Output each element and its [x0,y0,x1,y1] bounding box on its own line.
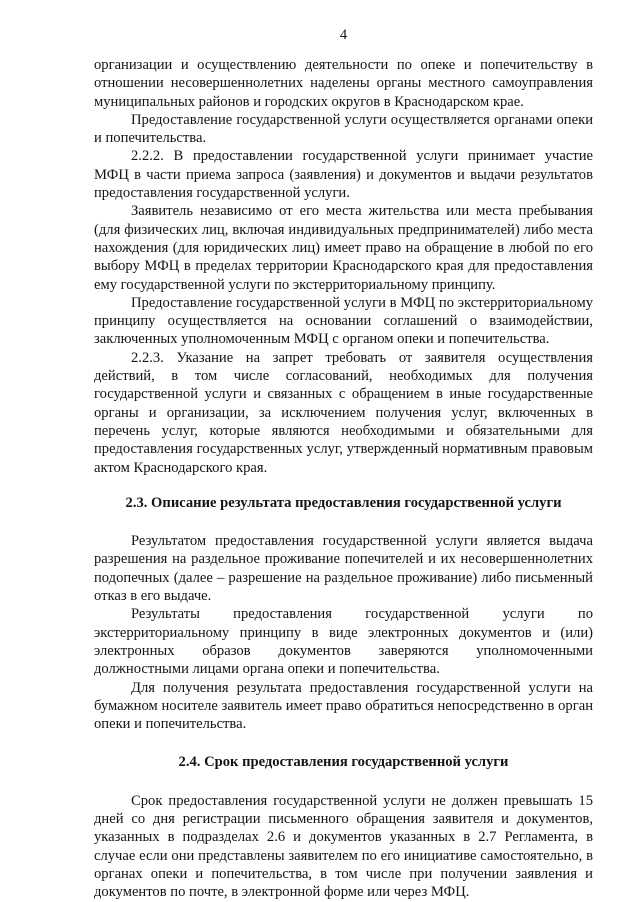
paragraph: Предоставление государственной услуги осуществляется органами опеки и попечительства. [94,111,593,147]
paragraph: Предоставление государственной услуги в МФЦ по экстерриториальному принципу осуществляется на основании соглашений о взаимодействии, заключенных уполномоченным МФЦ с органом опеки и попечительства. [94,294,593,348]
paragraph: Срок предоставления государственной услуги не должен превышать 15 дней со дня регистрации письменного обращения заявителя и документов, указанных в подразделах 2.6 и документов указанных в 2.7 Регламента, в случае если они представлены заявителем по его инициативе самостоятельно, в органах опеки и попечительства, в том числе при получении заявления и документов по почте, в электронной форме или через МФЦ. [94,792,593,901]
section-heading: 2.4. Срок предоставления государственной услуги [178,754,509,771]
page-number: 4 [339,27,348,43]
section-heading: 2.3. Описание результата предоставления государственной услуги [125,494,562,511]
paragraph: Результатом предоставления государственной услуги является выдача разрешения на раздельное проживание попечителей и их несовершеннолетних подопечных (далее – разрешение на раздельное проживание) либо письменный отказ в его выдаче. [94,533,593,605]
paragraph: Результаты предоставления государственной услуги по экстерриториальному принципу в виде электронных документов и (или) электронных образов документов заверяются уполномоченными должностными лицами органа опеки и попечительства. [94,606,593,678]
paragraph-2-2-2: 2.2.2. В предоставлении государственной услуги принимает участие МФЦ в части приема запроса (заявления) и документов и выдачи результатов предоставления государственной услуги. [94,148,593,202]
section-2-4 [94,753,593,901]
paragraph: Для получения результата предоставления государственной услуги на бумажном носителе заявитель имеет право обратиться непосредственно в орган опеки и попечительства. [94,679,593,733]
section-2-3 [94,494,593,734]
paragraph-continuation: организации и осуществлению деятельности по опеке и попечительству в отношении несовершеннолетних наделены органы местного самоуправления муниципальных районов и городских округов в Краснодарском крае. [94,57,593,110]
paragraph-2-2-3: 2.2.3. Указание на запрет требовать от заявителя осуществления действий, в том числе согласований, необходимых для получения государственной услуги и связанных с обращением в иные государственные органы и организации, за исключением получения услуг, включенных в перечень услуг, которые являются необходимыми и обязательными для предоставления государственных услуг, утвержденный нормативным правовым актом Краснодарского края. [94,349,593,476]
paragraph: Заявитель независимо от его места жительства или места пребывания (для физических лиц, включая индивидуальных предпринимателей) либо места нахождения (для юридических лиц) имеет право на обращение в любой по его выбору МФЦ в пределах территории Краснодарского края для предоставления ему государственной услуги по экстерриториальному принципу. [94,203,593,293]
